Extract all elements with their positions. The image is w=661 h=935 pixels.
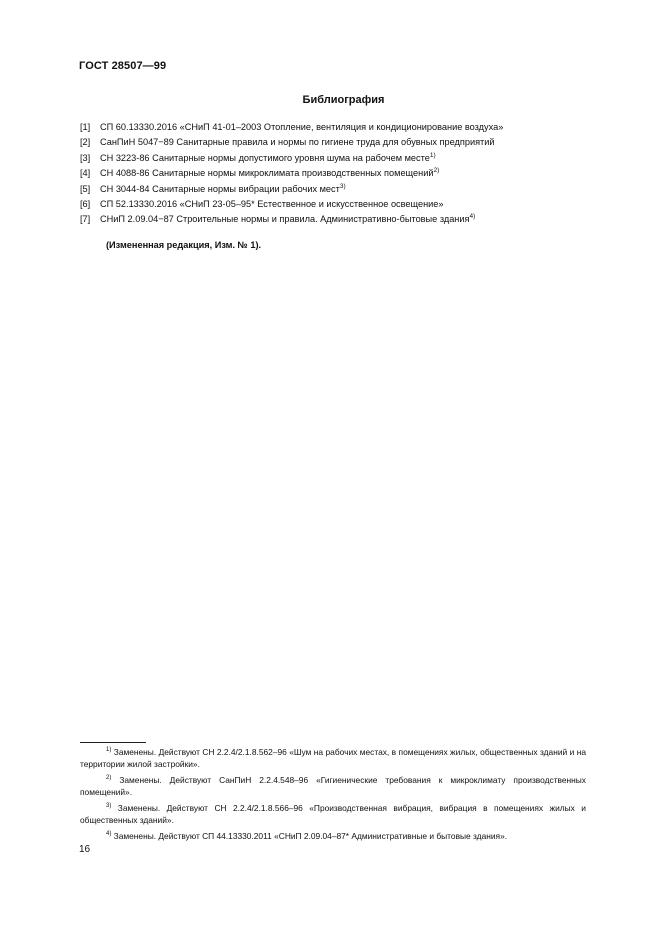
bibliography-item-text: СП 52.13330.2016 «СНиП 23-05–95* Естественное и искусственное освещение» — [100, 199, 444, 210]
footnote-mark: 4) — [106, 831, 112, 838]
bibliography-item-text: СНиП 2.09.04−87 Строительные нормы и правила. Административно-бытовые здания$^{4)}$ — [100, 213, 476, 225]
bibliography-item — [80, 212, 503, 227]
bibliography-item-number: [5] — [80, 183, 91, 194]
footnote-reference: 4) — [469, 213, 476, 221]
bibliography-item-text: СанПиН 5047−89 Санитарные правила и нормы по гигиене труда для обувных предприятий — [100, 137, 495, 148]
footnotes — [80, 746, 586, 846]
bibliography-item-text: СН 3044-84 Санитарные нормы вибрации рабочих мест$^{3)}$ — [100, 182, 346, 194]
footnote — [80, 746, 586, 771]
bibliography-item-number: [6] — [80, 199, 91, 210]
bibliography-item-number: [4] — [80, 168, 91, 179]
bibliography-item-number: [3] — [80, 152, 91, 163]
document-header: ГОСТ 28507—99 — [79, 60, 167, 72]
section-title — [0, 94, 661, 106]
footnote-divider — [80, 742, 146, 743]
bibliography-list — [80, 120, 503, 228]
bibliography-item-number: [7] — [80, 214, 91, 225]
bibliography-item-text: СН 4088-86 Санитарные нормы микроклимата производственных помещений$^{2)}$ — [100, 167, 440, 179]
footnote-reference: 1) — [429, 151, 436, 159]
bibliography-item — [80, 182, 503, 197]
bibliography-item-text: СН 3223-86 Санитарные нормы допустимого уровня шума на рабочем месте$^{1)}$ — [100, 151, 436, 163]
section-title-text: Библиография — [302, 94, 385, 106]
bibliography-item — [80, 120, 503, 135]
bibliography-item — [80, 166, 503, 181]
footnote-text: Заменены. Действуют СП 44.13330.2011 «СНиП 2.09.04–87* Административные и бытовые здания». — [111, 831, 508, 842]
footnote-mark: 1) — [106, 747, 112, 754]
bibliography-item-number: [1] — [80, 122, 91, 132]
footnote-text: Заменены. Действуют СанПиН 2.2.4.548–96 «Гигиенические требования к микроклимату производственных помещений». — [80, 775, 586, 798]
footnote-mark: 2) — [106, 775, 112, 782]
footnote-mark: 3) — [106, 803, 112, 810]
footnote-reference: 2) — [433, 167, 440, 175]
page-number: 16 — [79, 844, 91, 855]
bibliography-item — [80, 135, 503, 150]
bibliography-item-number: [2] — [80, 137, 91, 148]
footnote-text: Заменены. Действуют СН 2.2.4/2.1.8.566–96 «Производственная вибрация, вибрация в помещениях жилых и общественных зданий». — [80, 803, 586, 826]
footnote-text: Заменены. Действуют СН 2.2.4/2.1.8.562–96 «Шум на рабочих местах, в помещениях жилых, общественных зданий и на территории жилой застройки». — [80, 747, 586, 770]
footnote-reference: 3) — [339, 182, 346, 190]
bibliography-item — [80, 151, 503, 166]
footnote — [80, 774, 586, 799]
bibliography-item-text: СП 60.13330.2016 «СНиП 41-01–2003 Отопление, вентиляция и кондиционирование воздуха» — [100, 122, 504, 132]
footnote — [80, 802, 586, 827]
bibliography-item — [80, 197, 503, 212]
footnote — [80, 830, 586, 842]
amendment-note: (Измененная редакция, Изм. № 1). — [106, 240, 262, 250]
